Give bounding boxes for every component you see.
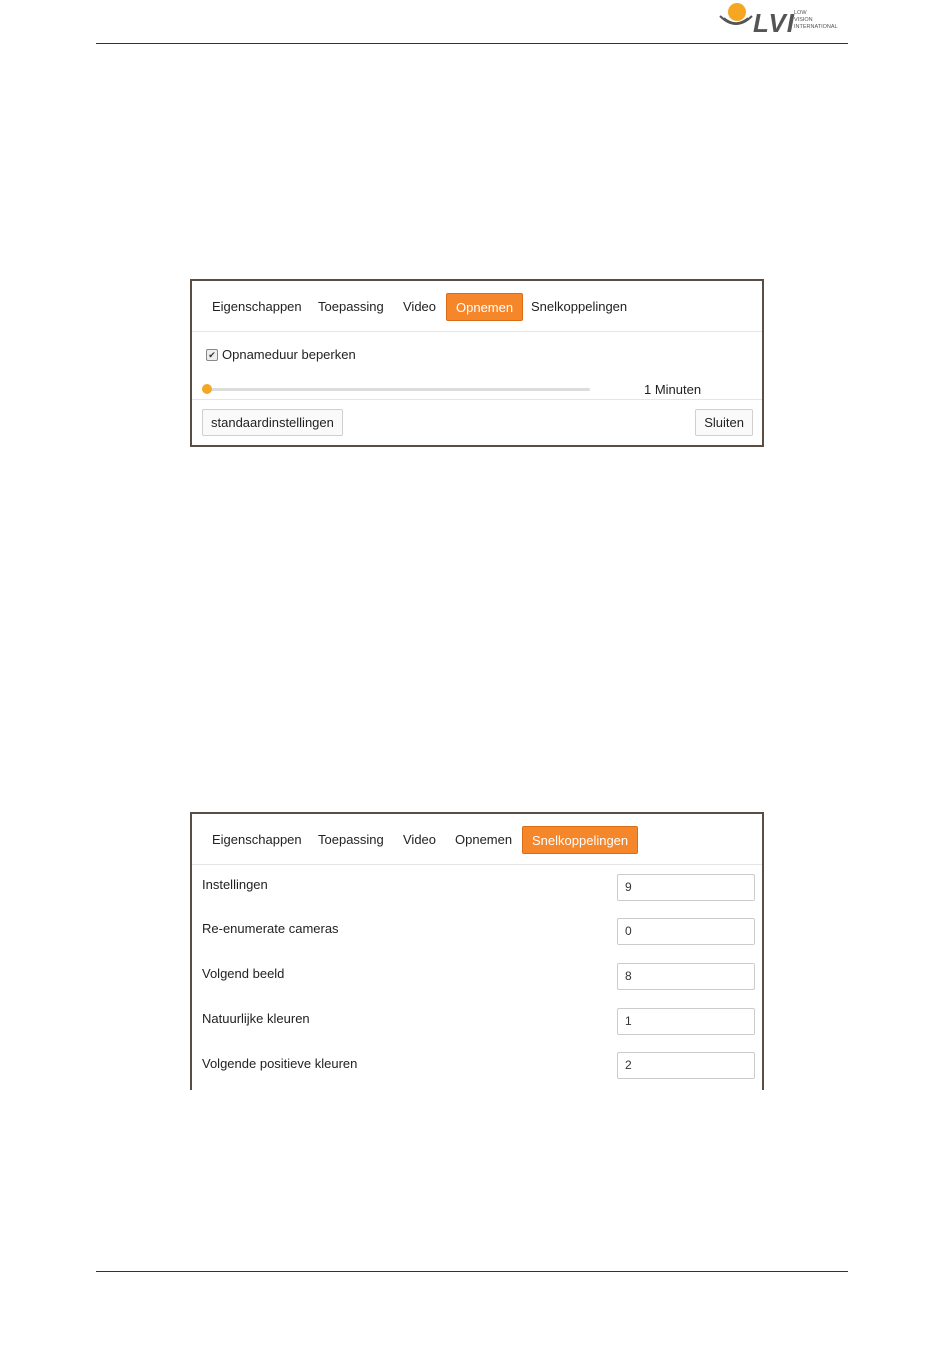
recording-settings-dialog bbox=[190, 279, 764, 447]
shortcut-label-natuurlijke-kleuren: Natuurlijke kleuren bbox=[202, 1011, 310, 1026]
duration-slider-track[interactable] bbox=[208, 388, 590, 391]
duration-slider-handle[interactable] bbox=[202, 384, 212, 394]
tab-video[interactable]: Video bbox=[403, 299, 437, 314]
shortcut-input-volgende-positieve-kleuren[interactable]: 2 bbox=[617, 1052, 755, 1079]
tab-toepassing[interactable]: Toepassing bbox=[318, 299, 384, 314]
shortcut-input-natuurlijke-kleuren[interactable]: 1 bbox=[617, 1008, 755, 1035]
shortcut-input-volgend-beeld[interactable]: 8 bbox=[617, 963, 755, 990]
tab-toepassing[interactable]: Toepassing bbox=[318, 832, 384, 847]
shortcut-input-instellingen[interactable]: 9 bbox=[617, 874, 755, 901]
shortcut-label-re-enumerate-cameras: Re-enumerate cameras bbox=[202, 921, 339, 936]
limit-duration-option[interactable] bbox=[206, 347, 356, 362]
shortcut-label-instellingen: Instellingen bbox=[202, 877, 268, 892]
logo-wordmark: LVI bbox=[753, 8, 796, 38]
duration-value: 1 Minuten bbox=[644, 382, 702, 397]
divider bbox=[192, 399, 762, 400]
limit-duration-label: Opnameduur beperken bbox=[222, 347, 356, 362]
tab-snelkoppelingen[interactable]: Snelkoppelingen bbox=[531, 299, 628, 314]
eye-logo-icon bbox=[718, 2, 754, 34]
logo-subtitle: LOW VISION INTERNATIONAL bbox=[794, 10, 838, 30]
header-rule bbox=[96, 43, 848, 44]
shortcut-label-volgende-positieve-kleuren: Volgende positieve kleuren bbox=[202, 1056, 358, 1071]
footer-rule bbox=[96, 1271, 848, 1272]
tab-eigenschappen[interactable]: Eigenschappen bbox=[212, 299, 302, 314]
tab-bar bbox=[192, 281, 762, 332]
checkbox-checked-icon[interactable]: ✔ bbox=[206, 349, 218, 361]
tab-bar bbox=[192, 814, 762, 865]
tab-video[interactable]: Video bbox=[403, 832, 437, 847]
tab-opnemen[interactable]: Opnemen bbox=[446, 293, 523, 321]
tab-opnemen[interactable]: Opnemen bbox=[455, 832, 513, 847]
shortcuts-settings-dialog bbox=[190, 812, 764, 1090]
tab-eigenschappen[interactable]: Eigenschappen bbox=[212, 832, 302, 847]
lvi-logo bbox=[718, 2, 848, 38]
defaults-button[interactable]: standaardinstellingen bbox=[202, 409, 343, 436]
tab-snelkoppelingen[interactable]: Snelkoppelingen bbox=[522, 826, 638, 854]
shortcut-input-re-enumerate-cameras[interactable]: 0 bbox=[617, 918, 755, 945]
close-button[interactable]: Sluiten bbox=[695, 409, 753, 436]
shortcut-label-volgend-beeld: Volgend beeld bbox=[202, 966, 285, 981]
